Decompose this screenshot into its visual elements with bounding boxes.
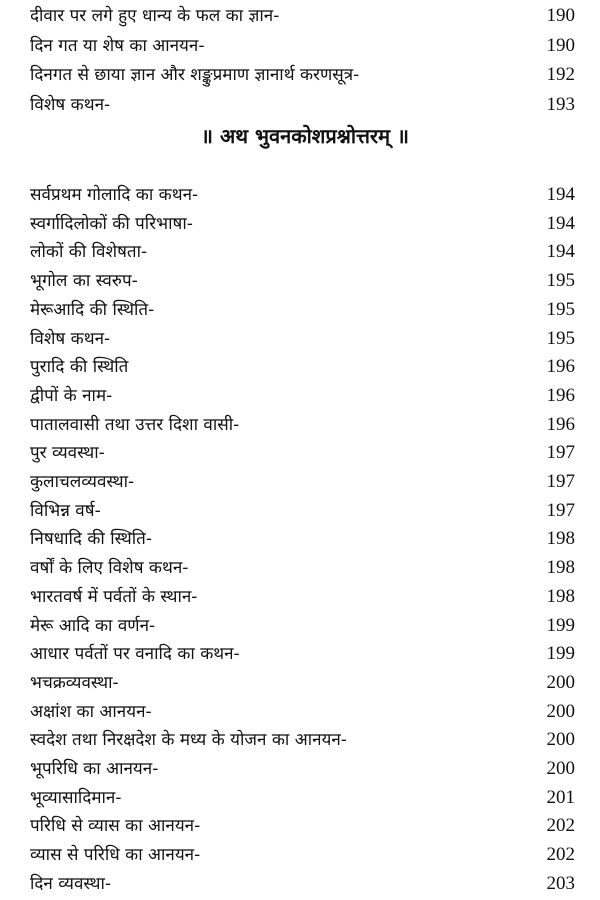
toc-entry [30,468,575,496]
toc-entry-page-number: 194 [546,241,575,263]
toc-entry-title: लोकों की विशेषता- [30,242,148,263]
toc-entry-title: दीवार पर लगे हुए धान्य के फल का ज्ञान- [30,6,280,26]
toc-entry-title: आधार पर्वतों पर वनादि का कथन- [30,644,240,665]
toc-entry-title: स्वदेश तथा निरक्षदेश के मध्य के योजन का आनयन- [30,730,347,751]
toc-entry-page-number: 194 [546,184,575,205]
toc-entry-page-number: 190 [546,5,575,26]
toc-entry-page-number: 197 [546,442,575,464]
toc-entry-title: परिधि से व्यास का आनयन- [30,816,201,837]
toc-entry-page-number: 194 [546,212,575,234]
toc-entry [30,669,575,697]
toc-entry [30,812,575,840]
toc-entry-title: भूव्यासादिमान- [30,787,122,808]
toc-entry-page-number: 200 [546,729,575,751]
toc-entry-page-number: 197 [546,471,575,492]
toc-entry-page-number: 195 [546,298,575,320]
toc-entry [30,841,575,869]
toc-entry-title: दिन गत या शेष का आनयन- [30,35,205,56]
toc-entry-page-number: 190 [546,34,575,56]
toc-entry [30,439,575,467]
toc-entry-title: भूगोल का स्वरुप- [30,271,138,292]
toc-entry-page-number: 198 [546,528,575,550]
toc-entry-title: विशेष कथन- [30,94,111,115]
toc-entry [30,353,575,381]
toc-entry [30,382,575,410]
toc-entry [30,411,575,439]
toc-entry [30,698,575,726]
toc-entry-title: अक्षांश का आनयन- [30,701,152,722]
toc-entry-page-number: 202 [546,815,575,837]
toc-entry-page-number: 199 [546,614,575,636]
toc-entry-title: सर्वप्रथम गोलादि का कथन- [30,185,199,205]
toc-entry-title: कुलाचलव्यवस्था- [30,472,135,492]
toc-entry-title: मेरू आदि का वर्णन- [30,615,156,636]
toc-entry [30,612,575,640]
toc-entry [30,870,575,898]
toc-entry-title: द्वीपों के नाम- [30,385,113,406]
toc-entry-page-number: 197 [546,499,575,521]
toc-entry-title: भारतवर्ष में पर्वतों के स्थान- [30,586,198,607]
toc-entry-page-number: 200 [546,758,575,779]
toc-entry-title: पुरादि की स्थिति [30,357,129,378]
toc-entry-title: दिन व्यवस्था- [30,873,112,894]
toc-entry [30,525,575,553]
toc-entry [30,325,575,353]
toc-entry [30,640,575,668]
toc-entry-page-number: 196 [546,384,575,406]
toc-entry [30,2,575,30]
toc-entry [30,784,575,812]
toc-entry-title: व्यास से परिधि का आनयन- [30,845,201,866]
toc-entry-title: मेरूआदि की स्थिति- [30,299,155,320]
toc-entry [30,583,575,611]
toc-entry-page-number: 196 [546,413,575,435]
toc-entry [30,296,575,324]
toc-entry [30,267,575,295]
toc-entry-title: पुर व्यवस्था- [30,443,105,464]
toc-entry [30,61,575,89]
toc-entry-page-number: 196 [546,356,575,378]
toc-entry [30,554,575,582]
toc-entry-page-number: 200 [546,671,575,693]
toc-entry-page-number: 201 [546,786,575,808]
section-heading: ॥ अथ भुवनकोशप्रश्नोत्तरम् ॥ [201,124,409,148]
toc-entry [30,755,575,783]
toc-entry-page-number: 202 [546,844,575,866]
toc-entry [30,238,575,266]
toc-entry [30,181,575,209]
toc-entry-page-number: 198 [546,557,575,579]
toc-entry-title: भचक्रव्यवस्था- [30,672,119,693]
toc-entry-title: वर्षों के लिए विशेष कथन- [30,558,189,579]
toc-entry-page-number: 195 [546,327,575,349]
toc-entry-page-number: 198 [546,585,575,607]
toc-entry-title: विभिन्न वर्ष- [30,500,101,521]
toc-entry-page-number: 199 [546,643,575,665]
toc-entry-page-number: 193 [546,93,575,115]
toc-entry-title: विशेष कथन- [30,328,111,349]
toc-entry [30,726,575,754]
toc-entry-title: स्वर्गादिलोकों की परिभाषा- [30,213,193,234]
toc-entry-page-number: 195 [546,270,575,292]
toc-entry-page-number: 192 [546,64,575,85]
toc-entry-title: पातालवासी तथा उत्तर दिशा वासी- [30,414,240,435]
toc-entry [30,91,575,119]
toc-entry-page-number: 203 [546,872,575,894]
toc-entry-page-number: 200 [546,700,575,722]
toc-entry [30,210,575,238]
toc-entry-title: दिनगत से छाया ज्ञान और शङ्कुप्रमाण ज्ञानार्थ करणसूत्र- [30,65,360,85]
toc-entry [30,32,575,60]
toc-entry [30,497,575,525]
toc-entry-title: निषधादि की स्थिति- [30,529,152,550]
toc-entry-title: भूपरिधि का आनयन- [30,759,159,779]
